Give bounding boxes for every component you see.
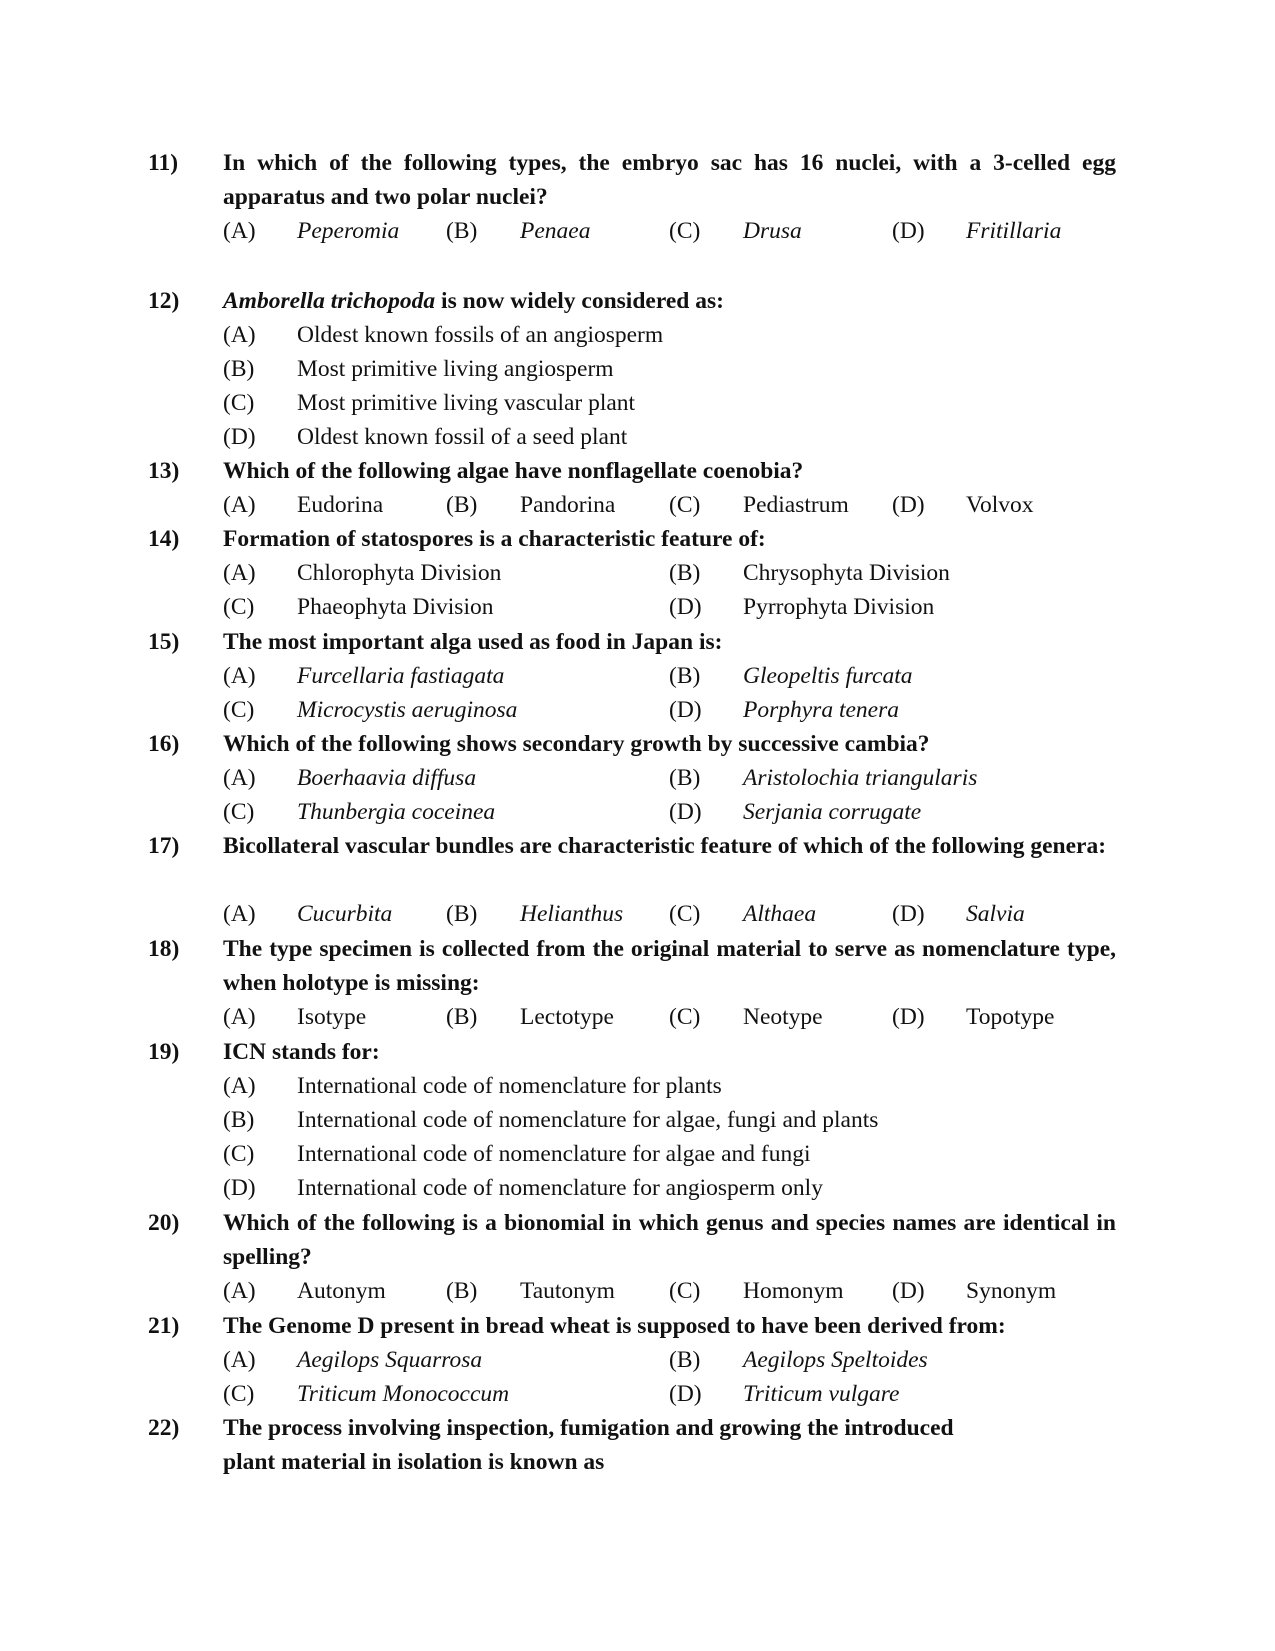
option-label: (B) <box>446 1278 478 1304</box>
option-label: (A) <box>223 1073 256 1099</box>
question-text-line-2: plant material in isolation is known as <box>223 1449 605 1475</box>
question-text: Bicollateral vascular bundles are characteristic feature of which of the following genera: <box>223 833 1107 859</box>
option-text: Thunbergia coceinea <box>297 799 496 825</box>
option-text: Neotype <box>743 1004 823 1030</box>
option-text: Pediastrum <box>743 492 849 518</box>
option-label: (C) <box>223 1381 255 1407</box>
option-label: (A) <box>223 1278 256 1304</box>
option-text: Synonym <box>966 1278 1057 1304</box>
question-text-line-1: The process involving inspection, fumigation and growing the introduced <box>223 1415 954 1441</box>
question-number: 21) <box>148 1313 180 1339</box>
option-text: Triticum vulgare <box>743 1381 900 1407</box>
question-text <box>223 284 1116 318</box>
option-label: (C) <box>223 390 255 416</box>
option-label: (A) <box>223 1004 256 1030</box>
option-text: Oldest known fossil of a seed plant <box>297 424 628 450</box>
option-text: Isotype <box>297 1004 367 1030</box>
option-text: Most primitive living vascular plant <box>297 390 636 416</box>
option-text: Aristolochia triangularis <box>743 765 978 791</box>
option-label: (A) <box>223 765 256 791</box>
option-label: (B) <box>669 560 701 586</box>
question-text: The most important alga used as food in Japan is: <box>223 629 723 655</box>
option-label: (B) <box>669 663 701 689</box>
option-text: Althaea <box>743 901 817 927</box>
option-text: Triticum Monococcum <box>297 1381 510 1407</box>
option-label: (D) <box>223 424 256 450</box>
option-text: Boerhaavia diffusa <box>297 765 477 791</box>
question-number: 22) <box>148 1415 180 1441</box>
option-label: (D) <box>669 697 702 723</box>
option-label: (D) <box>669 594 702 620</box>
option-text: Autonym <box>297 1278 386 1304</box>
option-label: (D) <box>892 1278 925 1304</box>
question-text: The Genome D present in bread wheat is supposed to have been derived from: <box>223 1313 1006 1339</box>
option-label: (A) <box>223 663 256 689</box>
option-label: (D) <box>892 901 925 927</box>
question-number: 18) <box>148 936 180 962</box>
question-number: 15) <box>148 629 180 655</box>
option-label: (A) <box>223 901 256 927</box>
option-text: International code of nomenclature for algae and fungi <box>297 1141 811 1167</box>
option-label: (A) <box>223 492 256 518</box>
option-text: Gleopeltis furcata <box>743 663 913 689</box>
option-label: (C) <box>223 799 255 825</box>
option-text: Most primitive living angiosperm <box>297 356 614 382</box>
option-label: (D) <box>892 492 925 518</box>
option-text: Chrysophyta Division <box>743 560 950 586</box>
option-label: (A) <box>223 1347 256 1373</box>
species-name: Amborella trichopoda <box>223 288 436 314</box>
option-label: (C) <box>669 492 701 518</box>
option-text: Topotype <box>966 1004 1055 1030</box>
option-label: (C) <box>669 901 701 927</box>
option-label: (D) <box>223 1175 256 1201</box>
option-text: Chlorophyta Division <box>297 560 502 586</box>
option-label: (C) <box>669 218 701 244</box>
option-label: (D) <box>669 799 702 825</box>
option-text: Penaea <box>520 218 591 244</box>
option-label: (D) <box>669 1381 702 1407</box>
option-text: International code of nomenclature for plants <box>297 1073 722 1099</box>
option-label: (B) <box>446 218 478 244</box>
question-text: Which of the following is a bionomial in which genus and species names are identical in spelling? <box>223 1210 1116 1270</box>
question-number: 14) <box>148 526 180 552</box>
question-number: 16) <box>148 731 180 757</box>
option-text: Helianthus <box>520 901 624 927</box>
question-number: 11) <box>148 150 179 176</box>
option-text: Microcystis aeruginosa <box>297 697 518 723</box>
option-text: Pyrrophyta Division <box>743 594 935 620</box>
option-label: (B) <box>446 492 478 518</box>
option-label: (A) <box>223 560 256 586</box>
question-number: 17) <box>148 833 180 859</box>
option-text: Pandorina <box>520 492 616 518</box>
question-number: 20) <box>148 1210 180 1236</box>
option-text: Eudorina <box>297 492 384 518</box>
option-text: Volvox <box>966 492 1034 518</box>
option-text: Tautonym <box>520 1278 615 1304</box>
option-text: Oldest known fossils of an angiosperm <box>297 322 664 348</box>
question-text: In which of the following types, the embryo sac has 16 nuclei, with a 3-celled egg apparatus and two polar nuclei? <box>223 150 1116 210</box>
option-label: (C) <box>669 1278 701 1304</box>
option-label: (B) <box>446 1004 478 1030</box>
question-number: 12) <box>148 288 180 314</box>
option-text: Fritillaria <box>966 218 1062 244</box>
option-text: Peperomia <box>297 218 400 244</box>
question-text: Which of the following algae have nonflagellate coenobia? <box>223 458 804 484</box>
option-text: Serjania corrugate <box>743 799 922 825</box>
question-text: Which of the following shows secondary growth by successive cambia? <box>223 731 930 757</box>
option-label: (B) <box>223 1107 255 1133</box>
option-label: (C) <box>223 697 255 723</box>
option-label: (D) <box>892 1004 925 1030</box>
option-label: (B) <box>223 356 255 382</box>
option-text: Porphyra tenera <box>743 697 899 723</box>
option-text: Drusa <box>743 218 802 244</box>
option-text: Aegilops Speltoides <box>743 1347 928 1373</box>
option-text: Salvia <box>966 901 1025 927</box>
option-text: Aegilops Squarrosa <box>297 1347 483 1373</box>
option-label: (B) <box>446 901 478 927</box>
question-text: ICN stands for: <box>223 1039 380 1065</box>
option-label: (A) <box>223 322 256 348</box>
option-label: (B) <box>669 1347 701 1373</box>
option-text: Homonym <box>743 1278 844 1304</box>
question-number: 19) <box>148 1039 180 1065</box>
question-number: 13) <box>148 458 180 484</box>
option-label: (C) <box>223 594 255 620</box>
question-text-rest: is now widely considered as: <box>435 288 724 314</box>
option-text: Furcellaria fastiagata <box>297 663 505 689</box>
option-label: (C) <box>223 1141 255 1167</box>
option-text: International code of nomenclature for algae, fungi and plants <box>297 1107 879 1133</box>
option-label: (B) <box>669 765 701 791</box>
option-text: Phaeophyta Division <box>297 594 494 620</box>
option-text: Lectotype <box>520 1004 614 1030</box>
option-text: International code of nomenclature for angiosperm only <box>297 1175 823 1201</box>
question-text: Formation of statospores is a characteristic feature of: <box>223 526 766 552</box>
option-label: (C) <box>669 1004 701 1030</box>
question-text: The type specimen is collected from the original material to serve as nomenclature type, when holotype is missing: <box>223 936 1116 996</box>
option-label: (A) <box>223 218 256 244</box>
option-text: Cucurbita <box>297 901 393 927</box>
option-label: (D) <box>892 218 925 244</box>
